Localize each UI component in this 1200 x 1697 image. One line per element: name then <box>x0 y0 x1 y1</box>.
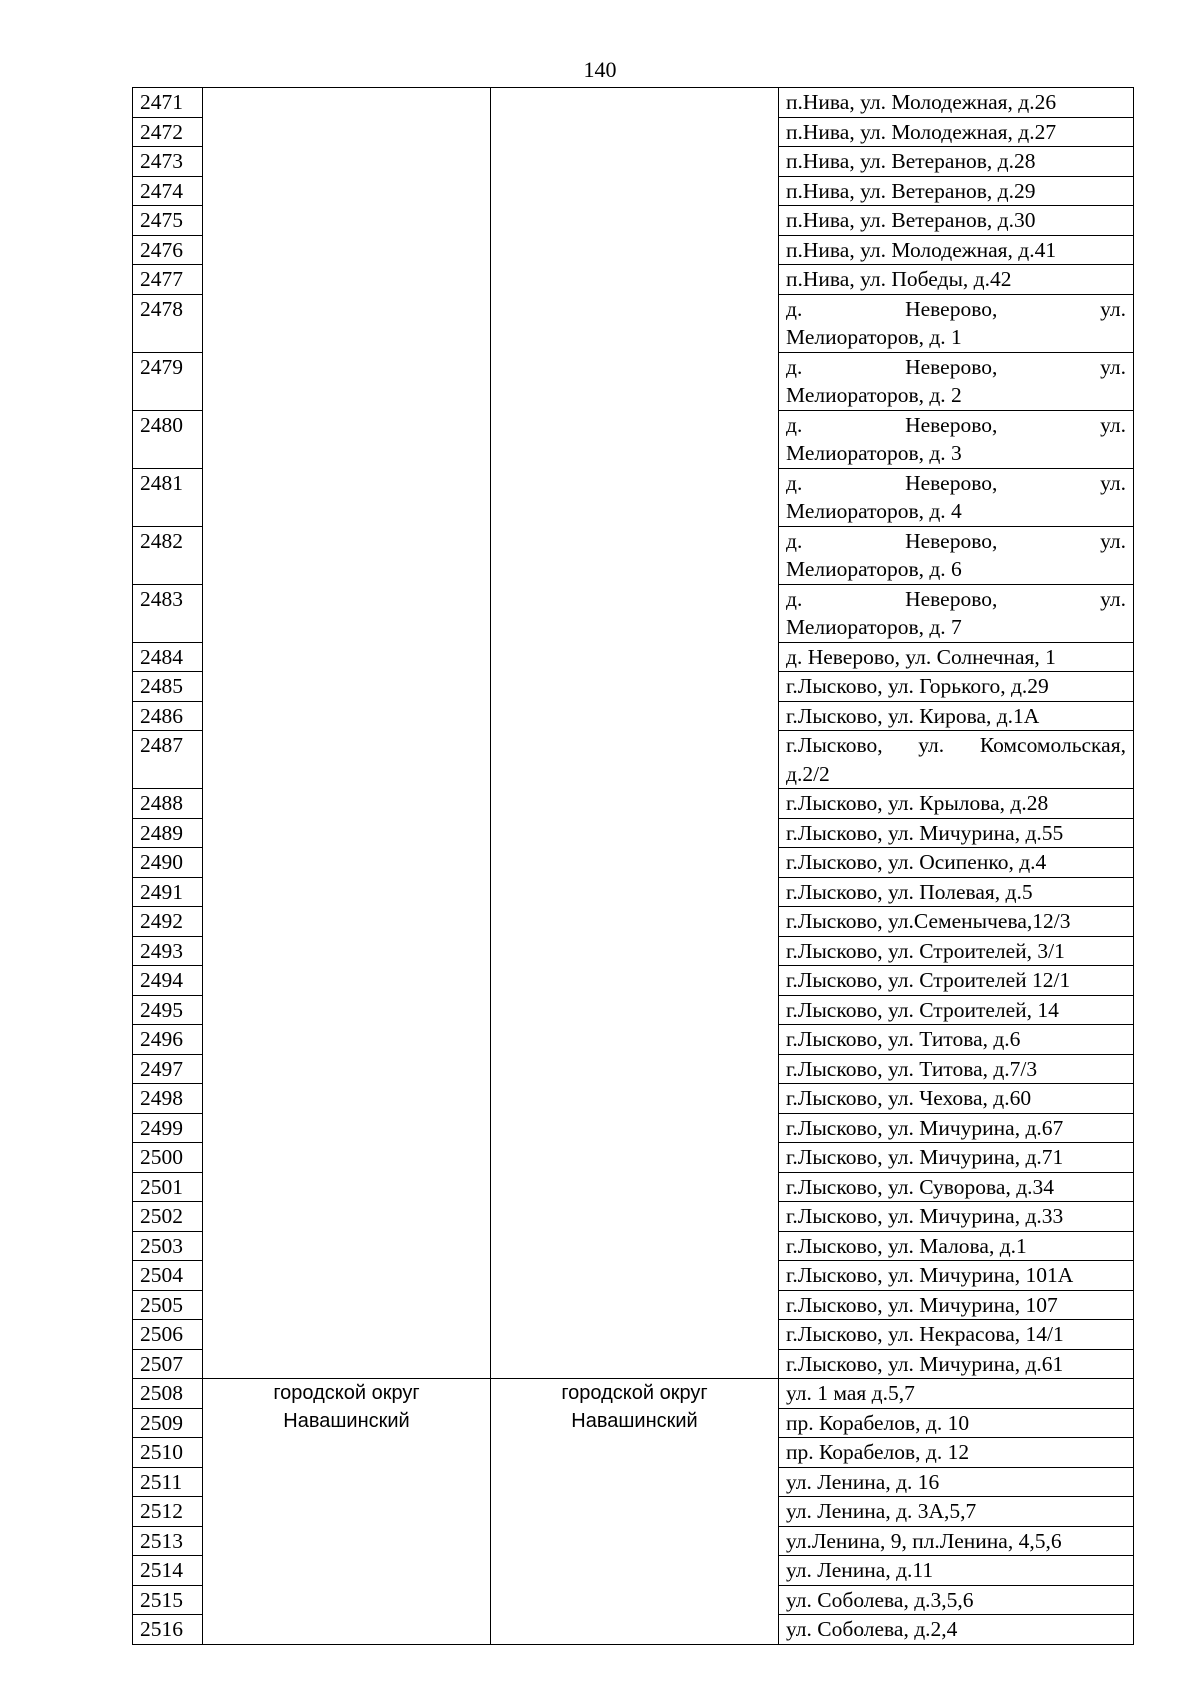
row-number: 2493 <box>133 936 203 966</box>
row-number: 2483 <box>133 584 203 642</box>
row-number: 2492 <box>133 907 203 937</box>
address-cell: ул. 1 мая д.5,7 <box>779 1379 1134 1409</box>
address-cell <box>779 731 1134 789</box>
address-line-1 <box>786 585 1126 614</box>
row-number: 2484 <box>133 642 203 672</box>
row-number: 2475 <box>133 206 203 236</box>
address-cell: г.Лысково, ул. Горького, д.29 <box>779 672 1134 702</box>
address-line-2: Мелиораторов, д. 3 <box>786 441 962 465</box>
row-number: 2491 <box>133 877 203 907</box>
address-cell <box>779 352 1134 410</box>
address-cell <box>779 468 1134 526</box>
address-line-2: Мелиораторов, д. 2 <box>786 383 962 407</box>
row-number: 2515 <box>133 1585 203 1615</box>
address-line-2: д.2/2 <box>786 761 830 786</box>
row-number: 2489 <box>133 818 203 848</box>
address-line-2: Мелиораторов, д. 1 <box>786 325 962 349</box>
row-number: 2504 <box>133 1261 203 1291</box>
address-cell: г.Лысково, ул. Мичурина, д.55 <box>779 818 1134 848</box>
address-cell: г.Лысково, ул. Суворова, д.34 <box>779 1172 1134 1202</box>
row-number: 2477 <box>133 265 203 295</box>
row-number: 2495 <box>133 995 203 1025</box>
address-word: Неверово, <box>905 470 998 495</box>
row-number: 2506 <box>133 1320 203 1350</box>
address-cell <box>779 410 1134 468</box>
address-line-1 <box>786 527 1126 556</box>
address-cell: ул. Ленина, д. 3А,5,7 <box>779 1497 1134 1527</box>
address-word: ул. <box>1100 470 1126 495</box>
row-number: 2472 <box>133 117 203 147</box>
address-cell: г.Лысково, ул. Титова, д.6 <box>779 1025 1134 1055</box>
address-word: г.Лысково, <box>786 733 883 757</box>
district-cell <box>203 88 491 1379</box>
address-cell: г.Лысково, ул. Мичурина, д.71 <box>779 1143 1134 1173</box>
row-number: 2498 <box>133 1084 203 1114</box>
address-table <box>132 87 1134 1645</box>
address-word: Неверово, <box>905 528 998 553</box>
address-word: д. <box>786 412 803 437</box>
page-number: 140 <box>583 57 617 82</box>
district-cell: городской округ Навашинский <box>203 1379 491 1645</box>
address-word: ул. <box>918 733 945 757</box>
row-number: 2512 <box>133 1497 203 1527</box>
row-number: 2480 <box>133 410 203 468</box>
row-number: 2474 <box>133 176 203 206</box>
address-cell: г.Лысково, ул. Мичурина, 101А <box>779 1261 1134 1291</box>
row-number: 2494 <box>133 966 203 996</box>
address-cell: г.Лысково, ул.Семенычева,12/3 <box>779 907 1134 937</box>
address-cell: г.Лысково, ул. Чехова, д.60 <box>779 1084 1134 1114</box>
row-number: 2505 <box>133 1290 203 1320</box>
address-cell: г.Лысково, ул. Строителей, 3/1 <box>779 936 1134 966</box>
address-cell: пр. Корабелов, д. 10 <box>779 1408 1134 1438</box>
address-line-2: Мелиораторов, д. 7 <box>786 615 962 639</box>
row-number: 2510 <box>133 1438 203 1468</box>
row-number: 2500 <box>133 1143 203 1173</box>
row-number: 2473 <box>133 147 203 177</box>
address-cell: ул.Ленина, 9, пл.Ленина, 4,5,6 <box>779 1526 1134 1556</box>
row-number: 2507 <box>133 1349 203 1379</box>
row-number: 2486 <box>133 701 203 731</box>
row-number: 2514 <box>133 1556 203 1586</box>
row-number: 2478 <box>133 294 203 352</box>
address-cell: г.Лысково, ул. Кирова, д.1А <box>779 701 1134 731</box>
municipality-cell <box>491 88 779 1379</box>
row-number: 2490 <box>133 848 203 878</box>
address-line-1 <box>786 295 1126 324</box>
address-cell: г.Лысково, ул. Полевая, д.5 <box>779 877 1134 907</box>
address-word: д. <box>786 470 803 495</box>
address-cell: п.Нива, ул. Ветеранов, д.28 <box>779 147 1134 177</box>
table-row <box>133 1379 1134 1409</box>
table-row <box>133 88 1134 118</box>
address-word: ул. <box>1100 354 1126 379</box>
address-word: д. <box>786 354 803 379</box>
address-cell <box>779 294 1134 352</box>
row-number: 2488 <box>133 789 203 819</box>
row-number: 2481 <box>133 468 203 526</box>
row-number: 2479 <box>133 352 203 410</box>
address-cell: г.Лысково, ул. Малова, д.1 <box>779 1231 1134 1261</box>
address-word: ул. <box>1100 586 1126 611</box>
address-word: Неверово, <box>905 586 998 611</box>
row-number: 2511 <box>133 1467 203 1497</box>
address-cell: ул. Соболева, д.3,5,6 <box>779 1585 1134 1615</box>
address-word: ул. <box>1100 528 1126 553</box>
address-line-1 <box>786 411 1126 440</box>
address-table-body <box>133 88 1134 1645</box>
address-cell: г.Лысково, ул. Мичурина, д.67 <box>779 1113 1134 1143</box>
address-line-1 <box>786 469 1126 498</box>
address-cell: г.Лысково, ул. Титова, д.7/3 <box>779 1054 1134 1084</box>
row-number: 2487 <box>133 731 203 789</box>
address-cell: п.Нива, ул. Ветеранов, д.29 <box>779 176 1134 206</box>
address-cell: г.Лысково, ул. Мичурина, д.61 <box>779 1349 1134 1379</box>
address-line-2: Мелиораторов, д. 4 <box>786 499 962 523</box>
row-number: 2502 <box>133 1202 203 1232</box>
address-word: Неверово, <box>905 296 998 321</box>
address-cell: г.Лысково, ул. Мичурина, д.33 <box>779 1202 1134 1232</box>
row-number: 2496 <box>133 1025 203 1055</box>
address-word: ул. <box>1100 412 1126 437</box>
address-cell: г.Лысково, ул. Строителей 12/1 <box>779 966 1134 996</box>
row-number: 2503 <box>133 1231 203 1261</box>
address-cell: п.Нива, ул. Молодежная, д.41 <box>779 235 1134 265</box>
address-word: д. <box>786 296 803 321</box>
row-number: 2482 <box>133 526 203 584</box>
address-cell <box>779 584 1134 642</box>
address-cell <box>779 526 1134 584</box>
row-number: 2501 <box>133 1172 203 1202</box>
row-number: 2471 <box>133 88 203 118</box>
address-word: д. <box>786 528 803 553</box>
address-word: Неверово, <box>905 354 998 379</box>
address-cell: г.Лысково, ул. Мичурина, 107 <box>779 1290 1134 1320</box>
address-cell: п.Нива, ул. Молодежная, д.27 <box>779 117 1134 147</box>
row-number: 2485 <box>133 672 203 702</box>
address-word: Комсомольская, <box>979 733 1126 757</box>
row-number: 2513 <box>133 1526 203 1556</box>
address-word: д. <box>786 586 803 611</box>
address-cell: пр. Корабелов, д. 12 <box>779 1438 1134 1468</box>
row-number: 2508 <box>133 1379 203 1409</box>
row-number: 2497 <box>133 1054 203 1084</box>
address-cell: ул. Ленина, д.11 <box>779 1556 1134 1586</box>
row-number: 2509 <box>133 1408 203 1438</box>
address-cell: ул. Ленина, д. 16 <box>779 1467 1134 1497</box>
address-word: Неверово, <box>905 412 998 437</box>
address-cell: г.Лысково, ул. Некрасова, 14/1 <box>779 1320 1134 1350</box>
municipality-cell: городской округ Навашинский <box>491 1379 779 1645</box>
address-cell: п.Нива, ул. Ветеранов, д.30 <box>779 206 1134 236</box>
row-number: 2499 <box>133 1113 203 1143</box>
address-cell: п.Нива, ул. Победы, д.42 <box>779 265 1134 295</box>
address-cell: г.Лысково, ул. Строителей, 14 <box>779 995 1134 1025</box>
address-cell: д. Неверово, ул. Солнечная, 1 <box>779 642 1134 672</box>
address-line-2: Мелиораторов, д. 6 <box>786 557 962 581</box>
address-cell: ул. Соболева, д.2,4 <box>779 1615 1134 1645</box>
address-cell: г.Лысково, ул. Осипенко, д.4 <box>779 848 1134 878</box>
row-number: 2476 <box>133 235 203 265</box>
address-cell: г.Лысково, ул. Крылова, д.28 <box>779 789 1134 819</box>
address-cell: п.Нива, ул. Молодежная, д.26 <box>779 88 1134 118</box>
address-word: ул. <box>1100 296 1126 321</box>
address-line-1 <box>786 353 1126 382</box>
row-number: 2516 <box>133 1615 203 1645</box>
address-line-1 <box>786 731 1126 760</box>
